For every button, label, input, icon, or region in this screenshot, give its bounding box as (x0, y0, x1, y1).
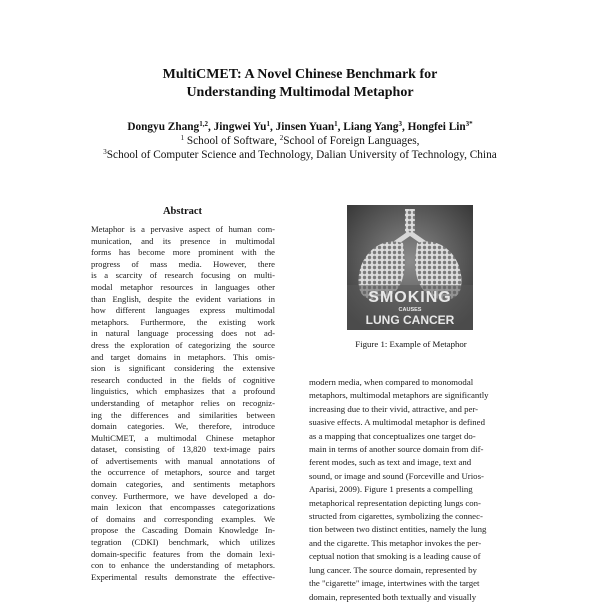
author-name: Jinsen Yuan (275, 121, 335, 133)
abstract-line: domain categories, and sentiments metaphors (91, 479, 275, 490)
abstract-line: of advertisements with manual annotations of (91, 455, 275, 466)
body-text-right-column (309, 376, 519, 604)
body-line: suasive effects. A multimodal metaphor is defined (309, 417, 485, 428)
abstract-line: in natural language processing does not ad- (91, 328, 275, 339)
author-names: Dongyu Zhang$^{1,2}$, Jingwei Yu$^1$, Jinsen Yuan$^1$, Liang Yang$^3$, Hongfei Lin$^{3*}$ (127, 120, 473, 133)
abstract-line: propose the Cascading Domain Knowledge In- (91, 525, 275, 536)
abstract-line: con to enhance the understanding of metaphors. (91, 560, 275, 571)
abstract-line: is a scarcity of research focusing on multi- (91, 270, 275, 281)
author-name: Liang Yang (343, 121, 399, 133)
body-line: increasing due to their vivid, attractive, and per- (309, 403, 479, 414)
body-line: domain, represented both textually and visually (309, 591, 477, 602)
abstract-line: convey. Furthermore, we have developed a do- (91, 490, 275, 501)
abstract-line: domain categories. We, therefore, introduce (91, 421, 275, 432)
body-line: the "cigarette" image, intertwines with the target (309, 578, 480, 589)
body-line: tion between two distinct entities, namely the lung (309, 524, 487, 535)
figure-caption: Figure 1: Example of Metaphor (355, 339, 467, 349)
paper-title (0, 66, 600, 102)
abstract-line: Metaphor is a pervasive aspect of human com- (91, 224, 275, 234)
abstract-line: research conducted in the fields of cognitive (91, 374, 275, 385)
body-line: as a mapping that conceptualizes one target do- (309, 430, 476, 441)
body-line: metaphorical representation depicting lungs con- (309, 497, 481, 508)
figure-image (347, 205, 473, 330)
abstract-line: MultiCMET, a multimodal Chinese metaphor (91, 432, 275, 443)
abstract-line: tegration (CDKI) benchmark, which utilizes (91, 537, 275, 548)
abstract-line: modal metaphor resources in languages other (91, 281, 275, 292)
affiliation-software: School of Software, (184, 135, 280, 147)
abstract-line: progress of mass media. However, there (91, 258, 275, 269)
author-name: Dongyu Zhang (127, 121, 200, 133)
author-affiliation-marker: 3 (398, 120, 402, 128)
affiliation-marker: 1 (180, 134, 185, 142)
paper-title-line-2: Understanding Multimodal Metaphor (186, 85, 414, 100)
abstract-line: forms has become more prominent with the (91, 247, 275, 258)
affiliation-line-2 (0, 148, 600, 162)
affiliation-computer-science: School of Computer Science and Technology, Dalian University of Technology, China (106, 149, 497, 161)
affiliation-line-1 (0, 134, 600, 148)
body-line: ferent modes, such as text and image, text and (309, 457, 472, 468)
abstract-line: dress the exploration of categorizing the source (91, 339, 275, 350)
abstract-line: of domains and corresponding examples. We (91, 513, 275, 524)
abstract-line: linguistics, which emphasizes that a profound (91, 386, 275, 397)
figure-word-lung-cancer: LUNG CANCER (365, 313, 455, 327)
abstract-line: munication, and its presence in multimodal (91, 235, 275, 246)
author-affiliation-marker: 1,2 (199, 120, 208, 128)
abstract-line: dataset, consisting of 13,820 text-image pairs (91, 444, 275, 455)
body-line: metaphors, multimodal metaphors are significantly (309, 390, 489, 401)
affiliation-marker: 3 (103, 148, 107, 156)
affiliation-languages: School of Foreign Languages, (283, 135, 420, 147)
author-affiliation-marker: 3* (465, 120, 473, 128)
body-line: ceptual notion that smoking is a leading cause of (309, 551, 481, 562)
author-affiliation-marker: 1 (334, 120, 338, 128)
abstract-body (91, 224, 275, 583)
paper-title-line-1: MultiCMET: A Novel Chinese Benchmark for (162, 67, 438, 82)
abstract-line: metaphors. Furthermore, the existing work (91, 316, 275, 327)
body-line: Aparisi, 2009). Figure 1 presents a compelling (309, 484, 473, 495)
abstract-line: Experimental results demonstrate the effective- (91, 571, 275, 582)
body-line: sound, or image and sound (Forceville and Urios- (309, 470, 484, 481)
body-line: main in terms of another source domain from dif- (309, 444, 484, 455)
abstract-line: ing the differences and similarities between (91, 409, 275, 420)
lungs-cigarettes-illustration (347, 205, 473, 330)
body-line: and the cigarette. This metaphor invokes the per- (309, 537, 482, 548)
author-name: Jingwei Yu (213, 121, 267, 133)
author-affiliation-marker: 1 (266, 120, 270, 128)
author-block (0, 120, 600, 162)
body-line: lung cancer. The source domain, represented by (309, 564, 477, 575)
body-line: structed from cigarettes, symbolizing the connec- (309, 511, 483, 522)
abstract-line: sion is significant considering the extensive (91, 363, 275, 374)
figure-word-smoking: SMOKING (368, 289, 452, 306)
abstract-line: understanding of metaphor relies on recogniz- (91, 397, 275, 408)
abstract-line: than English, despite the evident variations in (91, 293, 275, 304)
abstract-line: the occurrence of metaphors, source and target (91, 467, 275, 478)
abstract-heading: Abstract (162, 206, 203, 217)
author-name: Hongfei Lin (407, 121, 466, 133)
affiliation-marker: 2 (279, 134, 284, 142)
trachea-shape (405, 209, 415, 235)
figure-word-causes: CAUSES (398, 307, 422, 313)
abstract-line: how different languages express multimodal (91, 305, 275, 316)
abstract-line: and target domains in metaphors. This omis- (91, 351, 275, 362)
abstract-line: domain-specific features from the domain lexi- (91, 548, 275, 559)
body-line: modern media, when compared to monomodal (309, 377, 474, 387)
abstract-line: main lexicon that encompasses categorizations (91, 502, 275, 513)
